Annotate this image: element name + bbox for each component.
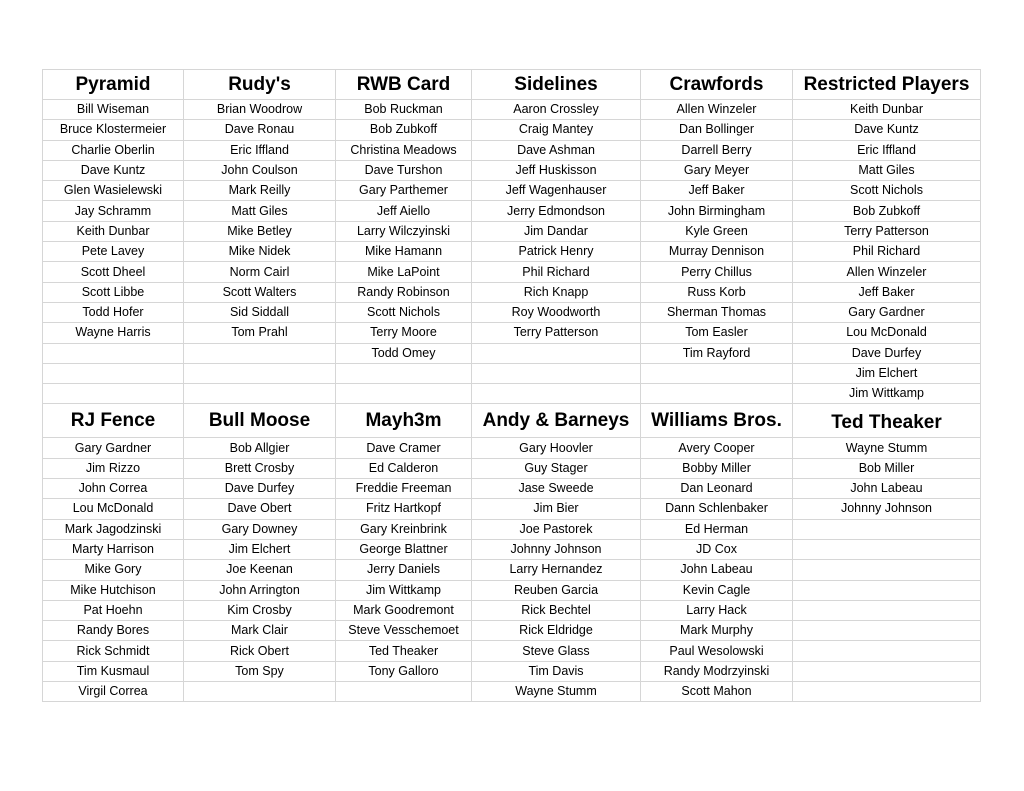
restricted-player-cell: Keith Dunbar [793,100,981,120]
empty-cell [793,682,981,702]
empty-cell [336,384,472,404]
restricted-player-cell: John Labeau [793,479,981,499]
empty-cell [472,363,641,383]
player-cell: Mike Gory [43,560,184,580]
empty-cell [793,621,981,641]
team-name-header: Mayh3m [336,404,472,438]
empty-cell [793,661,981,681]
restricted-player-cell: Bob Zubkoff [793,201,981,221]
empty-cell [43,384,184,404]
player-cell: Randy Modrzyinski [641,661,793,681]
player-cell: Ed Calderon [336,458,472,478]
player-cell: Dave Obert [184,499,336,519]
player-cell: Dave Durfey [184,479,336,499]
player-cell: Steve Vesschemoet [336,621,472,641]
player-cell: Dave Ashman [472,140,641,160]
player-cell: Ed Herman [641,519,793,539]
player-cell: John Arrington [184,580,336,600]
player-cell: Lou McDonald [43,499,184,519]
table-row [43,262,981,282]
empty-cell [184,343,336,363]
player-cell: Rich Knapp [472,282,641,302]
player-cell: Phil Richard [472,262,641,282]
empty-cell [793,600,981,620]
player-cell: Christina Meadows [336,140,472,160]
player-cell: Pat Hoehn [43,600,184,620]
player-cell: Wayne Harris [43,323,184,343]
player-cell: Charlie Oberlin [43,140,184,160]
team-header-row [43,70,981,100]
player-cell: Sherman Thomas [641,302,793,322]
player-cell: Dan Bollinger [641,120,793,140]
table-row [43,181,981,201]
player-cell: Gary Gardner [43,438,184,458]
player-cell: Murray Dennison [641,242,793,262]
player-cell: Rick Obert [184,641,336,661]
empty-cell [793,641,981,661]
player-cell: Jim Rizzo [43,458,184,478]
restricted-player-cell: Jeff Baker [793,282,981,302]
player-cell: Pete Lavey [43,242,184,262]
player-cell: Russ Korb [641,282,793,302]
player-cell: Patrick Henry [472,242,641,262]
player-cell: Mark Goodremont [336,600,472,620]
player-cell: Jase Sweede [472,479,641,499]
table-row [43,363,981,383]
empty-cell [793,560,981,580]
team-name-header: Sidelines [472,70,641,100]
player-cell: Marty Harrison [43,539,184,559]
player-cell: Dave Ronau [184,120,336,140]
empty-cell [793,539,981,559]
player-cell: Craig Mantey [472,120,641,140]
player-cell: Mark Jagodzinski [43,519,184,539]
team-header-row [43,404,981,438]
player-cell: Keith Dunbar [43,221,184,241]
table-row [43,120,981,140]
restricted-player-cell: Dave Durfey [793,343,981,363]
player-cell: Glen Wasielewski [43,181,184,201]
player-cell: Joe Keenan [184,560,336,580]
player-cell: Scott Libbe [43,282,184,302]
player-cell: Darrell Berry [641,140,793,160]
player-cell: Allen Winzeler [641,100,793,120]
player-cell: Rick Bechtel [472,600,641,620]
table-row [43,600,981,620]
player-cell: Tom Easler [641,323,793,343]
player-cell: Reuben Garcia [472,580,641,600]
table-row [43,641,981,661]
player-cell: Mike Betley [184,221,336,241]
player-cell: Brett Crosby [184,458,336,478]
player-cell: Bob Zubkoff [336,120,472,140]
player-cell: George Blattner [336,539,472,559]
team-name-header: Andy & Barneys [472,404,641,438]
player-cell: Jeff Aiello [336,201,472,221]
player-cell: Terry Patterson [472,323,641,343]
table-row [43,282,981,302]
player-cell: Mike Hutchison [43,580,184,600]
player-cell: Rick Schmidt [43,641,184,661]
restricted-player-cell: Ted Theaker [793,404,981,438]
player-cell: Kyle Green [641,221,793,241]
player-cell: Mike Hamann [336,242,472,262]
player-cell: Mark Reilly [184,181,336,201]
player-cell: Dan Leonard [641,479,793,499]
player-cell: Fritz Hartkopf [336,499,472,519]
player-cell: Bill Wiseman [43,100,184,120]
player-cell: Jim Bier [472,499,641,519]
player-cell: Steve Glass [472,641,641,661]
player-cell: Terry Moore [336,323,472,343]
player-cell: Paul Wesolowski [641,641,793,661]
player-cell: JD Cox [641,539,793,559]
player-cell: Perry Chillus [641,262,793,282]
restricted-player-cell: Gary Gardner [793,302,981,322]
empty-cell [336,363,472,383]
empty-cell [641,363,793,383]
player-cell: Avery Cooper [641,438,793,458]
empty-cell [641,384,793,404]
table-row [43,100,981,120]
team-name-header: Rudy's [184,70,336,100]
table-row [43,682,981,702]
player-cell: Bobby Miller [641,458,793,478]
table-row [43,438,981,458]
player-cell: Jeff Baker [641,181,793,201]
player-cell: Gary Meyer [641,160,793,180]
table-row [43,242,981,262]
player-cell: Norm Cairl [184,262,336,282]
player-cell: Dann Schlenbaker [641,499,793,519]
player-cell: Bob Allgier [184,438,336,458]
player-cell: Gary Kreinbrink [336,519,472,539]
restricted-player-cell: Scott Nichols [793,181,981,201]
player-cell: Jerry Edmondson [472,201,641,221]
player-cell: Dave Turshon [336,160,472,180]
player-cell: Tim Davis [472,661,641,681]
player-cell: Freddie Freeman [336,479,472,499]
player-cell: Jerry Daniels [336,560,472,580]
player-cell: Bob Ruckman [336,100,472,120]
player-cell: Tim Rayford [641,343,793,363]
player-cell: Mike Nidek [184,242,336,262]
player-cell: Jay Schramm [43,201,184,221]
roster-table [42,69,981,702]
empty-cell [472,343,641,363]
table-row [43,221,981,241]
player-cell: Tim Kusmaul [43,661,184,681]
empty-cell [184,363,336,383]
table-row [43,140,981,160]
restricted-player-cell: Jim Wittkamp [793,384,981,404]
player-cell: Mark Clair [184,621,336,641]
player-cell: Brian Woodrow [184,100,336,120]
player-cell: Randy Robinson [336,282,472,302]
player-cell: Wayne Stumm [472,682,641,702]
player-cell: Aaron Crossley [472,100,641,120]
table-row [43,519,981,539]
player-cell: Larry Hernandez [472,560,641,580]
player-cell: John Labeau [641,560,793,580]
empty-cell [184,384,336,404]
restricted-player-cell: Dave Kuntz [793,120,981,140]
restricted-player-cell: Jim Elchert [793,363,981,383]
empty-cell [793,519,981,539]
restricted-player-cell: Johnny Johnson [793,499,981,519]
table-row [43,160,981,180]
player-cell: Johnny Johnson [472,539,641,559]
restricted-player-cell: Terry Patterson [793,221,981,241]
restricted-player-cell: Allen Winzeler [793,262,981,282]
table-row [43,302,981,322]
player-cell: Larry Hack [641,600,793,620]
table-row [43,323,981,343]
player-cell: Scott Walters [184,282,336,302]
table-row [43,479,981,499]
restricted-player-cell: Phil Richard [793,242,981,262]
player-cell: Kim Crosby [184,600,336,620]
table-row [43,539,981,559]
player-cell: Mike LaPoint [336,262,472,282]
player-cell: Tom Prahl [184,323,336,343]
player-cell: Gary Hoovler [472,438,641,458]
table-row [43,621,981,641]
player-cell: John Birmingham [641,201,793,221]
player-cell: Matt Giles [184,201,336,221]
player-cell: Virgil Correa [43,682,184,702]
player-cell: Mark Murphy [641,621,793,641]
table-row [43,201,981,221]
table-row [43,384,981,404]
team-name-header: Pyramid [43,70,184,100]
team-name-header: RJ Fence [43,404,184,438]
table-row [43,343,981,363]
player-cell: Eric Iffland [184,140,336,160]
team-name-header: Bull Moose [184,404,336,438]
player-cell: Rick Eldridge [472,621,641,641]
empty-cell [43,363,184,383]
player-cell: Jeff Huskisson [472,160,641,180]
team-name-header: RWB Card [336,70,472,100]
team-name-header: Crawfords [641,70,793,100]
player-cell: Bruce Klostermeier [43,120,184,140]
table-row [43,580,981,600]
restricted-player-cell: Lou McDonald [793,323,981,343]
player-cell: Randy Bores [43,621,184,641]
player-cell: Sid Siddall [184,302,336,322]
team-name-header: Williams Bros. [641,404,793,438]
empty-cell [793,580,981,600]
player-cell: Larry Wilczyinski [336,221,472,241]
player-cell: Tony Galloro [336,661,472,681]
player-cell: Tom Spy [184,661,336,681]
table-row [43,560,981,580]
empty-cell [472,384,641,404]
player-cell: Scott Mahon [641,682,793,702]
table-row [43,499,981,519]
empty-cell [184,682,336,702]
player-cell: Jim Wittkamp [336,580,472,600]
empty-cell [43,343,184,363]
player-cell: Ted Theaker [336,641,472,661]
empty-cell [336,682,472,702]
restricted-player-cell: Wayne Stumm [793,438,981,458]
player-cell: John Coulson [184,160,336,180]
player-cell: Dave Cramer [336,438,472,458]
player-cell: Gary Downey [184,519,336,539]
player-cell: Todd Omey [336,343,472,363]
player-cell: Roy Woodworth [472,302,641,322]
player-cell: Jim Dandar [472,221,641,241]
table-row [43,458,981,478]
restricted-players-header: Restricted Players [793,70,981,100]
player-cell: John Correa [43,479,184,499]
player-cell: Scott Nichols [336,302,472,322]
player-cell: Jeff Wagenhauser [472,181,641,201]
restricted-player-cell: Bob Miller [793,458,981,478]
table-row [43,661,981,681]
restricted-player-cell: Eric Iffland [793,140,981,160]
player-cell: Gary Parthemer [336,181,472,201]
player-cell: Scott Dheel [43,262,184,282]
player-cell: Guy Stager [472,458,641,478]
restricted-player-cell: Matt Giles [793,160,981,180]
player-cell: Dave Kuntz [43,160,184,180]
player-cell: Todd Hofer [43,302,184,322]
player-cell: Jim Elchert [184,539,336,559]
player-cell: Joe Pastorek [472,519,641,539]
player-cell: Kevin Cagle [641,580,793,600]
